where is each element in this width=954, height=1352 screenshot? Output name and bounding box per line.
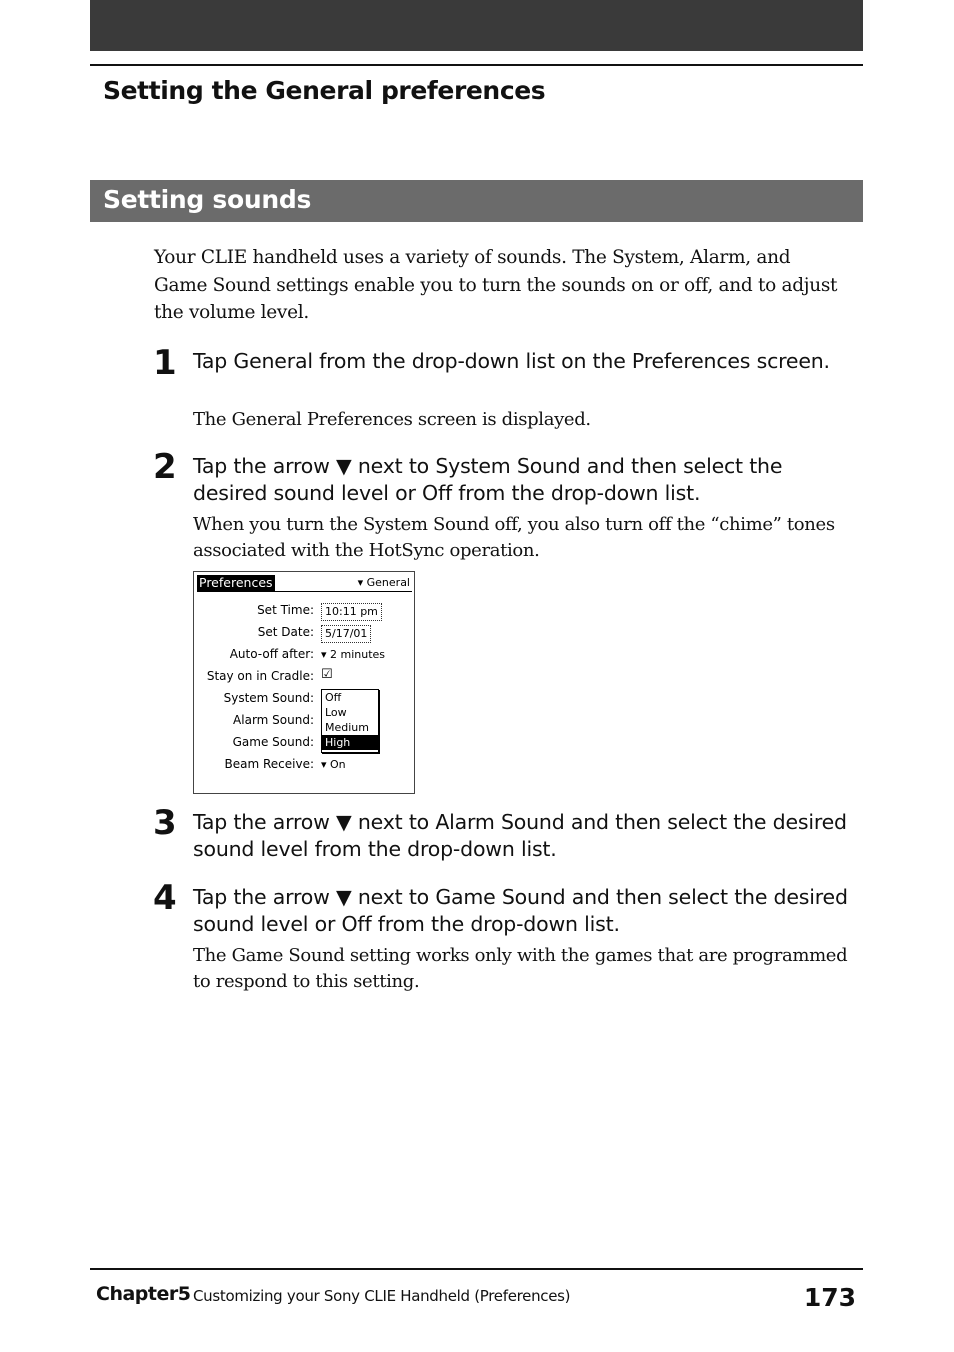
auto-off-label: Auto-off after: xyxy=(229,647,314,661)
step-1-heading: Tap General from the drop-down list on the Preferences screen. xyxy=(193,349,830,373)
auto-off-value: ▾ 2 minutes xyxy=(321,648,386,661)
step-2-heading: Tap the arrow ▼ next to System Sound and then select the desired sound level or Off from the drop-down list. xyxy=(193,454,783,505)
footer-description: Customizing your Sony CLIE Handheld (Preferences) xyxy=(193,1287,571,1305)
step-2-body: When you turn the System Sound off, you also turn off the “chime” tones associated with the HotSync operation. xyxy=(193,514,835,561)
sound-option-medium: Medium xyxy=(325,721,369,734)
set-time-field: 10:11 pm xyxy=(321,603,382,621)
preferences-screenshot xyxy=(193,571,415,794)
stay-on-cradle-label: Stay on in Cradle: xyxy=(206,669,314,683)
sound-dropdown-list xyxy=(321,689,379,753)
game-sound-label: Game Sound: xyxy=(232,735,314,749)
set-date-field: 5/17/01 xyxy=(321,625,371,643)
step-2-number: 2 xyxy=(153,447,177,487)
step-4-heading: Tap the arrow ▼ next to Game Sound and then select the desired sound level or Off from the drop-down list. xyxy=(193,885,848,936)
subsection-bar xyxy=(90,180,863,222)
step-1-body: The General Preferences screen is displayed. xyxy=(193,409,591,430)
subsection-title: Setting sounds xyxy=(103,185,312,214)
sound-option-high: High xyxy=(322,735,378,750)
checkbox-icon: ☑ xyxy=(321,667,333,682)
step-4-number: 4 xyxy=(153,878,177,918)
footer-rule xyxy=(90,1268,863,1270)
category-picker: ▾ General xyxy=(357,576,410,589)
alarm-sound-label: Alarm Sound: xyxy=(233,713,314,727)
preferences-tab: Preferences xyxy=(199,575,273,590)
beam-receive-label: Beam Receive: xyxy=(224,757,314,771)
sound-option-off: Off xyxy=(325,691,342,704)
header-bar xyxy=(90,0,863,51)
step-3-number: 3 xyxy=(153,803,177,843)
sound-option-low: Low xyxy=(325,706,347,719)
system-sound-label: System Sound: xyxy=(223,691,314,705)
step-3-heading: Tap the arrow ▼ next to Alarm Sound and then select the desired sound level from the drop-down list. xyxy=(193,810,847,861)
header-rule xyxy=(90,64,863,66)
intro-paragraph: Your CLIE handheld uses a variety of sounds. The System, Alarm, and Game Sound settings enable you to turn the sounds on or off, and to adjust the volume level. xyxy=(154,247,838,323)
step-4-body: The Game Sound setting works only with the games that are programmed to respond to this setting. xyxy=(193,945,848,992)
footer-chapter: Chapter5 xyxy=(96,1283,191,1305)
page-number: 173 xyxy=(803,1283,856,1312)
beam-receive-value: ▾ On xyxy=(321,758,346,771)
step-1-number: 1 xyxy=(153,343,177,383)
set-time-label: Set Time: xyxy=(257,603,314,617)
tab-underline xyxy=(197,591,412,592)
section-title: Setting the General preferences xyxy=(103,76,546,105)
set-date-label: Set Date: xyxy=(257,625,314,639)
